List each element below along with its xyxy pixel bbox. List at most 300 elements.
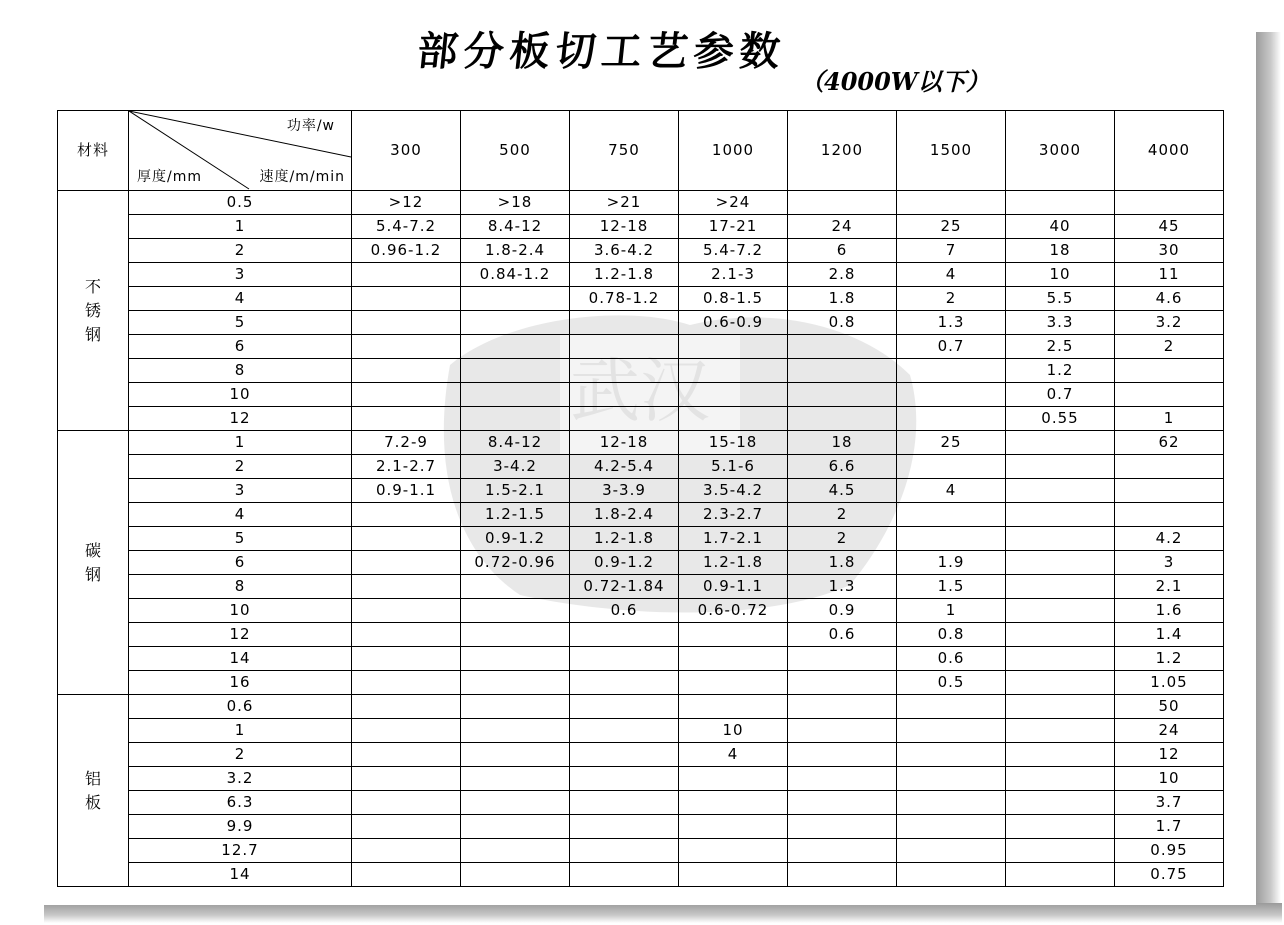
speed-cell: >21 [570,191,679,215]
table-row [58,839,1224,863]
table-row [58,623,1224,647]
speed-cell: 2.1-2.7 [352,455,461,479]
speed-cell [352,383,461,407]
table-row [58,455,1224,479]
speed-cell: 3.6-4.2 [570,239,679,263]
speed-cell [1006,863,1115,887]
speed-cell [1006,503,1115,527]
speed-cell: 0.6 [788,623,897,647]
speed-cell [788,743,897,767]
speed-cell: 10 [1006,263,1115,287]
speed-cell [1006,599,1115,623]
thickness-cell: 10 [129,383,352,407]
speed-cell [461,599,570,623]
thickness-cell: 6 [129,551,352,575]
speed-cell [461,743,570,767]
speed-cell [352,719,461,743]
speed-cell [570,815,679,839]
thickness-cell: 5 [129,527,352,551]
speed-cell: 0.7 [897,335,1006,359]
speed-cell: 0.6 [570,599,679,623]
speed-cell: 5.1-6 [679,455,788,479]
speed-cell: 0.72-0.96 [461,551,570,575]
speed-cell [897,863,1006,887]
speed-cell: 12-18 [570,431,679,455]
speed-cell: 0.72-1.84 [570,575,679,599]
thickness-cell: 1 [129,215,352,239]
header-row [58,111,1224,191]
speed-cell: 50 [1115,695,1224,719]
speed-cell [461,863,570,887]
speed-cell: 1 [897,599,1006,623]
speed-cell [352,767,461,791]
thickness-cell: 4 [129,287,352,311]
thickness-cell: 0.5 [129,191,352,215]
page-shadow-bottom [44,903,1282,923]
speed-label: 速度/m/min [259,169,345,185]
thickness-cell: 2 [129,743,352,767]
speed-cell: 12-18 [570,215,679,239]
speed-cell: 0.8 [897,623,1006,647]
cutting-params-table [57,110,1224,887]
speed-cell [352,863,461,887]
speed-cell [897,695,1006,719]
speed-cell [1115,359,1224,383]
speed-cell [570,695,679,719]
speed-cell: 1.8 [788,287,897,311]
speed-cell [1006,719,1115,743]
speed-cell [352,263,461,287]
speed-cell: 2 [788,527,897,551]
speed-cell [897,383,1006,407]
speed-cell [897,719,1006,743]
speed-cell: 0.8 [788,311,897,335]
speed-cell: 25 [897,431,1006,455]
speed-cell: 4 [679,743,788,767]
power-header: 750 [570,111,679,191]
speed-cell [461,767,570,791]
speed-cell: 4.2 [1115,527,1224,551]
speed-cell [570,647,679,671]
speed-cell [461,671,570,695]
thickness-cell: 2 [129,455,352,479]
speed-cell: 1 [1115,407,1224,431]
table-row [58,431,1224,455]
speed-cell [679,359,788,383]
table-row [58,287,1224,311]
speed-cell: 18 [788,431,897,455]
speed-cell: >18 [461,191,570,215]
speed-cell [570,383,679,407]
speed-cell [788,671,897,695]
speed-cell [570,863,679,887]
speed-cell: 0.9-1.1 [352,479,461,503]
speed-cell [352,791,461,815]
speed-cell [788,335,897,359]
speed-cell: 24 [1115,719,1224,743]
thickness-cell: 12.7 [129,839,352,863]
speed-cell [1006,839,1115,863]
speed-cell: 6.6 [788,455,897,479]
table-row [58,311,1224,335]
thickness-cell: 6.3 [129,791,352,815]
speed-cell: 2 [788,503,897,527]
speed-cell [461,287,570,311]
power-header: 500 [461,111,570,191]
speed-cell [461,359,570,383]
speed-cell [352,575,461,599]
speed-cell [897,527,1006,551]
speed-cell: 40 [1006,215,1115,239]
speed-cell: 0.7 [1006,383,1115,407]
speed-cell [897,191,1006,215]
speed-cell [352,503,461,527]
speed-cell: 1.5 [897,575,1006,599]
speed-cell: 0.96-1.2 [352,239,461,263]
speed-cell: 0.9-1.1 [679,575,788,599]
speed-cell [352,599,461,623]
speed-cell [570,719,679,743]
speed-cell [897,815,1006,839]
speed-cell: 12 [1115,743,1224,767]
speed-cell [788,359,897,383]
speed-cell: 2 [897,287,1006,311]
speed-cell: 3.2 [1115,311,1224,335]
table-row [58,767,1224,791]
diagonal-header-cell [129,111,352,191]
speed-cell [897,407,1006,431]
speed-cell [1006,791,1115,815]
thickness-cell: 14 [129,863,352,887]
material-name: 碳钢 [84,540,101,584]
speed-cell [897,503,1006,527]
speed-cell: >24 [679,191,788,215]
speed-cell: 45 [1115,215,1224,239]
speed-cell: 0.9-1.2 [570,551,679,575]
speed-cell [570,623,679,647]
speed-cell [352,695,461,719]
thickness-cell: 12 [129,623,352,647]
speed-cell [352,839,461,863]
thickness-cell: 3 [129,263,352,287]
speed-cell: 62 [1115,431,1224,455]
speed-cell: 1.7-2.1 [679,527,788,551]
thickness-cell: 3.2 [129,767,352,791]
speed-cell [1006,767,1115,791]
thickness-cell: 0.6 [129,695,352,719]
table-row [58,863,1224,887]
speed-cell: 3.7 [1115,791,1224,815]
power-header: 1000 [679,111,788,191]
speed-cell [461,719,570,743]
speed-cell: 1.2-1.8 [679,551,788,575]
speed-cell: 0.6-0.9 [679,311,788,335]
speed-cell [788,695,897,719]
speed-cell: 4 [897,479,1006,503]
speed-cell: 3.5-4.2 [679,479,788,503]
thickness-cell: 14 [129,647,352,671]
speed-cell [1115,383,1224,407]
material-name: 铝板 [84,768,101,812]
speed-cell [1006,671,1115,695]
speed-cell: 2.5 [1006,335,1115,359]
speed-cell [679,839,788,863]
speed-cell [679,383,788,407]
thickness-cell: 3 [129,479,352,503]
speed-cell [461,647,570,671]
speed-cell: 0.6-0.72 [679,599,788,623]
speed-cell [1006,191,1115,215]
speed-cell [788,191,897,215]
speed-cell [352,407,461,431]
thickness-cell: 1 [129,719,352,743]
thickness-cell: 12 [129,407,352,431]
speed-cell: 4 [897,263,1006,287]
speed-cell: 5.5 [1006,287,1115,311]
table-row [58,551,1224,575]
speed-cell [679,647,788,671]
speed-cell [679,671,788,695]
speed-cell: 25 [897,215,1006,239]
speed-cell [570,791,679,815]
thickness-cell: 10 [129,599,352,623]
speed-cell: 11 [1115,263,1224,287]
speed-cell: 1.2 [1006,359,1115,383]
speed-cell: 1.5-2.1 [461,479,570,503]
thickness-cell: 9.9 [129,815,352,839]
speed-cell: 1.8 [788,551,897,575]
speed-cell [570,311,679,335]
table-row [58,599,1224,623]
speed-cell [788,815,897,839]
speed-cell: 6 [788,239,897,263]
speed-cell [461,815,570,839]
speed-cell [897,767,1006,791]
speed-cell [570,407,679,431]
speed-cell [788,839,897,863]
speed-cell: 1.2-1.8 [570,527,679,551]
table-row [58,815,1224,839]
speed-cell [461,311,570,335]
speed-cell: 3-3.9 [570,479,679,503]
table-row [58,239,1224,263]
table-row [58,743,1224,767]
speed-cell: 1.3 [897,311,1006,335]
speed-cell [1115,479,1224,503]
speed-cell [1006,743,1115,767]
speed-cell: 1.3 [788,575,897,599]
speed-cell [461,575,570,599]
speed-cell: 0.75 [1115,863,1224,887]
speed-cell: 2.1 [1115,575,1224,599]
speed-cell [461,335,570,359]
table-row [58,335,1224,359]
speed-cell [788,863,897,887]
material-cell [58,695,129,887]
speed-cell [897,839,1006,863]
speed-cell [461,695,570,719]
speed-cell [897,359,1006,383]
thickness-label: 厚度/mm [137,169,202,185]
material-name: 不锈钢 [84,276,101,344]
speed-cell: 15-18 [679,431,788,455]
thickness-cell: 5 [129,311,352,335]
speed-cell [570,671,679,695]
speed-cell [679,335,788,359]
speed-cell [788,647,897,671]
speed-cell: 4.2-5.4 [570,455,679,479]
material-cell [58,191,129,431]
speed-cell [897,791,1006,815]
power-header: 300 [352,111,461,191]
speed-cell: 0.8-1.5 [679,287,788,311]
speed-cell: 0.9-1.2 [461,527,570,551]
speed-cell: 1.2 [1115,647,1224,671]
speed-cell: 3 [1115,551,1224,575]
thickness-cell: 1 [129,431,352,455]
speed-cell [1115,455,1224,479]
thickness-cell: 2 [129,239,352,263]
speed-cell [788,383,897,407]
speed-cell: 0.9 [788,599,897,623]
speed-cell [352,359,461,383]
speed-cell [1006,647,1115,671]
speed-cell [1006,695,1115,719]
speed-cell [1115,503,1224,527]
speed-cell: 1.6 [1115,599,1224,623]
speed-cell: 3.3 [1006,311,1115,335]
speed-cell: 4.5 [788,479,897,503]
table-row [58,527,1224,551]
speed-cell [1115,191,1224,215]
speed-cell: 2 [1115,335,1224,359]
speed-cell [570,839,679,863]
power-header: 1500 [897,111,1006,191]
speed-cell: 4.6 [1115,287,1224,311]
speed-cell: 0.6 [897,647,1006,671]
speed-cell [1006,431,1115,455]
speed-cell [1006,623,1115,647]
table-row [58,407,1224,431]
table-row [58,575,1224,599]
speed-cell: 0.78-1.2 [570,287,679,311]
speed-cell: 1.8-2.4 [461,239,570,263]
page-shadow-right [1255,32,1281,908]
speed-cell: 0.84-1.2 [461,263,570,287]
speed-cell: 18 [1006,239,1115,263]
speed-cell: 30 [1115,239,1224,263]
power-header: 3000 [1006,111,1115,191]
thickness-cell: 8 [129,575,352,599]
speed-cell [679,815,788,839]
watermark-text: 武汉 [570,350,710,432]
material-header: 材料 [58,111,129,191]
speed-cell [679,863,788,887]
speed-cell: 2.3-2.7 [679,503,788,527]
speed-cell [788,407,897,431]
speed-cell [570,743,679,767]
table-row [58,383,1224,407]
speed-cell [897,743,1006,767]
speed-cell [788,767,897,791]
speed-cell: 8.4-12 [461,431,570,455]
speed-cell [1006,815,1115,839]
speed-cell: 3-4.2 [461,455,570,479]
page-title: 部分板切工艺参数 [415,28,789,75]
speed-cell: 17-21 [679,215,788,239]
speed-cell: 8.4-12 [461,215,570,239]
speed-cell [352,815,461,839]
speed-cell: 10 [679,719,788,743]
speed-cell [788,719,897,743]
speed-cell [679,623,788,647]
speed-cell [461,839,570,863]
speed-cell [1006,479,1115,503]
table-row [58,671,1224,695]
speed-cell: 1.8-2.4 [570,503,679,527]
table-row [58,719,1224,743]
speed-cell [352,287,461,311]
thickness-cell: 4 [129,503,352,527]
speed-cell [679,407,788,431]
speed-cell [461,407,570,431]
thickness-cell: 16 [129,671,352,695]
speed-cell [1006,527,1115,551]
speed-cell: 5.4-7.2 [352,215,461,239]
speed-cell: 7.2-9 [352,431,461,455]
speed-cell [1006,551,1115,575]
table-row [58,191,1224,215]
speed-cell [352,623,461,647]
speed-cell [570,767,679,791]
speed-cell [461,383,570,407]
table-row [58,479,1224,503]
speed-cell [352,551,461,575]
speed-cell [352,311,461,335]
material-cell [58,431,129,695]
power-header: 4000 [1115,111,1224,191]
power-label: 功率/w [286,118,335,134]
speed-cell [679,695,788,719]
speed-cell: 10 [1115,767,1224,791]
thickness-cell: 8 [129,359,352,383]
speed-cell [461,623,570,647]
speed-cell [1006,575,1115,599]
speed-cell [352,743,461,767]
table-row [58,215,1224,239]
speed-cell [352,671,461,695]
speed-cell [461,791,570,815]
thickness-cell: 6 [129,335,352,359]
speed-cell [897,455,1006,479]
speed-cell: 1.7 [1115,815,1224,839]
speed-cell: 1.2-1.8 [570,263,679,287]
speed-cell: 1.4 [1115,623,1224,647]
speed-cell [352,335,461,359]
speed-cell: >12 [352,191,461,215]
speed-cell [570,335,679,359]
speed-cell: 0.55 [1006,407,1115,431]
speed-cell [352,527,461,551]
speed-cell: 0.5 [897,671,1006,695]
table-row [58,647,1224,671]
table-row [58,503,1224,527]
power-header: 1200 [788,111,897,191]
speed-cell [1006,455,1115,479]
speed-cell [570,359,679,383]
page-subtitle: （4000W以下） [800,67,990,96]
speed-cell: 5.4-7.2 [679,239,788,263]
